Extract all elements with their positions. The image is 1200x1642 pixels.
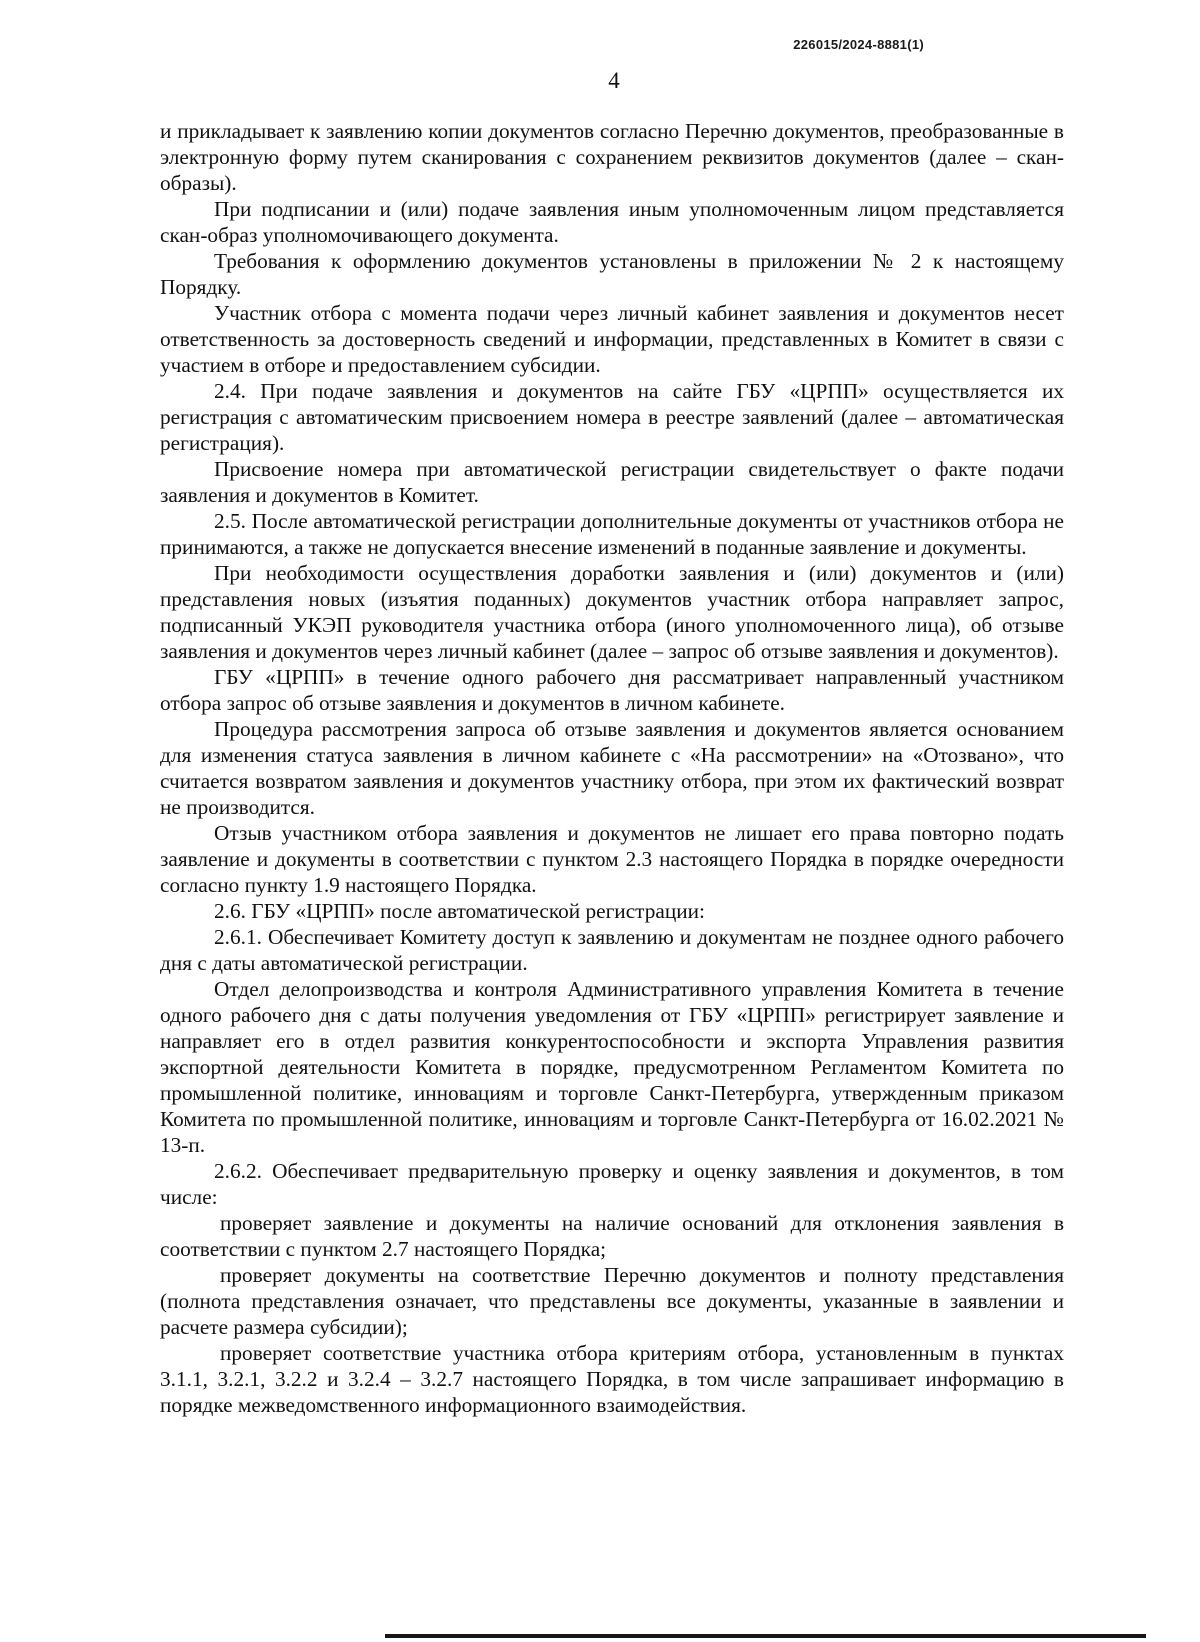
paragraph-check-criteria: проверяет соответствие участника отбора критериям отбора, установленным в пунктах 3.1.1, 3.2.1, 3.2.2 и 3.2.4 – 3.2.7 настоящего Порядка, в том числе запрашивает информацию в порядке межведомственного информационного взаимодействия.	[160, 1341, 1064, 1417]
paragraph-withdrawal-request: При необходимости осуществления доработки заявления и (или) документов и (или) представления новых (изъятия поданных) документов участник отбора направляет запрос, подписанный УКЭП руководителя участника отбора (иного уполномоченного лица), об отзыве заявления и документов через личный кабинет (далее – запрос об отзыве заявления и документов).	[160, 561, 1064, 663]
paragraph-resubmission: Отзыв участником отбора заявления и документов не лишает его права повторно подать заявление и документы в соответствии с пунктом 2.3 настоящего Порядка в порядке очередности согласно пункту 1.9 настоящего Порядка.	[160, 821, 1064, 897]
paragraph-2-6-2: 2.6.2. Обеспечивает предварительную проверку и оценку заявления и документов, в том числе:	[160, 1159, 1064, 1209]
page-number: 4	[608, 68, 620, 93]
document-registration-number: 226015/2024-8881(1)	[793, 37, 924, 52]
paragraph-authorized-person: При подписании и (или) подаче заявления иным уполномоченным лицом представляется скан-образ уполномочивающего документа.	[160, 197, 1064, 247]
paragraph-request-review: ГБУ «ЦРПП» в течение одного рабочего дня рассматривает направленный участником отбора запрос об отзыве заявления и документов в личном кабинете.	[160, 665, 1064, 715]
paragraph-2-6-1: 2.6.1. Обеспечивает Комитету доступ к заявлению и документам не позднее одного рабочего дня с даты автоматической регистрации.	[160, 925, 1064, 975]
footer-rule	[385, 1634, 1146, 1638]
paragraph-check-completeness: проверяет документы на соответствие Перечню документов и полноту представления (полнота представления означает, что представлены все документы, указанные в заявлении и расчете размера субсидии);	[160, 1263, 1064, 1339]
paragraph-participant-responsibility: Участник отбора с момента подачи через личный кабинет заявления и документов несет ответственность за достоверность сведений и информации, представленных в Комитет в связи с участием в отборе и предоставлением субсидии.	[160, 301, 1064, 377]
paragraph-registration-department: Отдел делопроизводства и контроля Административного управления Комитета в течение одного рабочего дня с даты получения уведомления от ГБУ «ЦРПП» регистрирует заявление и направляет его в отдел развития конкурентоспособности и экспорта Управления развития экспортной деятельности Комитета в порядке, предусмотренном Регламентом Комитета по промышленной политике, инновациям и торговле Санкт-Петербурга, утвержденным приказом Комитета по промышленной политике, инновациям и торговле Санкт-Петербурга от 16.02.2021 № 13-п.	[160, 977, 1064, 1157]
paragraph-scan-images: и прикладывает к заявлению копии документов согласно Перечню документов, преобразованные в электронную форму путем сканирования с сохранением реквизитов документов (далее – скан-образы).	[160, 119, 1064, 195]
paragraph-2-5: 2.5. После автоматической регистрации дополнительные документы от участников отбора не принимаются, а также не допускается внесение изменений в поданные заявление и документы.	[160, 509, 1064, 559]
document-body	[160, 118, 1064, 1418]
paragraph-review-procedure: Процедура рассмотрения запроса об отзыве заявления и документов является основанием для изменения статуса заявления в личном кабинете с «На рассмотрении» на «Отозвано», что считается возвратом заявления и документов участнику отбора, при этом их фактический возврат не производится.	[160, 717, 1064, 819]
paragraph-check-grounds: проверяет заявление и документы на наличие оснований для отклонения заявления в соответствии с пунктом 2.7 настоящего Порядка;	[160, 1211, 1064, 1261]
paragraph-2-4: 2.4. При подаче заявления и документов на сайте ГБУ «ЦРПП» осуществляется их регистрация с автоматическим присвоением номера в реестре заявлений (далее – автоматическая регистрация).	[160, 379, 1064, 455]
paragraph-number-assignment: Присвоение номера при автоматической регистрации свидетельствует о факте подачи заявления и документов в Комитет.	[160, 457, 1064, 507]
paragraph-2-6: 2.6. ГБУ «ЦРПП» после автоматической регистрации:	[214, 899, 705, 923]
paragraph-document-requirements: Требования к оформлению документов установлены в приложении № 2 к настоящему Порядку.	[160, 249, 1064, 299]
